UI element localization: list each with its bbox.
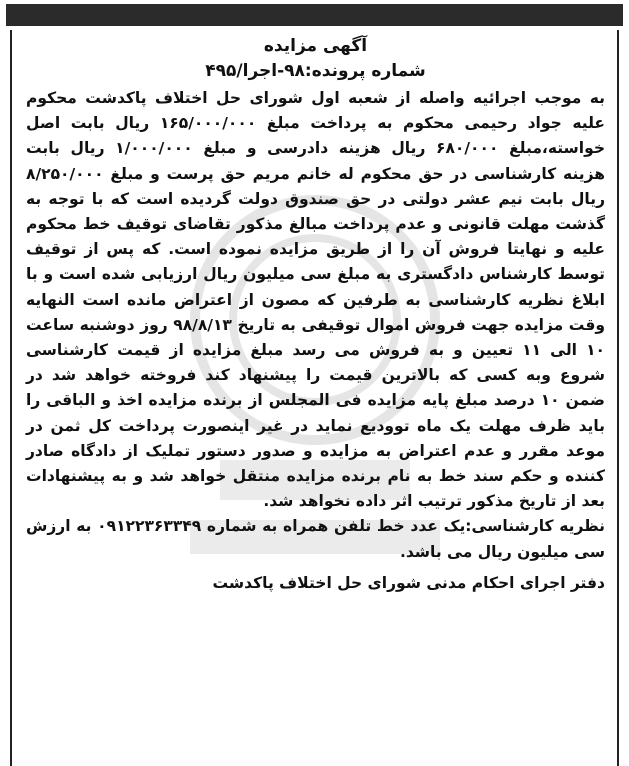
header-bar [6,4,623,26]
case-number: شماره پرونده:۹۸-اجرا/۴۹۵ [205,61,426,81]
notice-title: آگهی مزایده [263,36,368,56]
notice-body: به موجب اجرائیه واصله از شعبه اول شورای حل اختلاف پاکدشت محکوم علیه جواد رحیمی محکوم به پرداخت مبلغ ۱۶۵/۰۰۰/۰۰۰ ریال بابت اصل خواسته،مبلغ ۶۸۰/۰۰۰ ریال هزینه دادرسی و مبلغ ۱/۰۰۰/۰۰۰ ریال بابت هزینه کارشناسی در حق محکوم له خانم مریم حق پرست و مبلغ ۸/۲۵۰/۰۰۰ ریال بابت نیم عشر دولتی در حق صندوق دولت گردیده است که با توجه به گذشت مهلت قانونی و عدم پرداخت مبالغ مذکور تقاضای توقیف خط محکوم علیه و نهایتا فروش آن را از طریق مزایده نموده است. که پس از توقیف توسط کارشناس دادگستری به مبلغ سی میلیون ریال ارزیابی شده است و با ابلاغ نظریه کارشناسی به طرفین که مصون از اعتراض مانده است النهایه وقت مزایده جهت فروش اموال توقیفی به تاریخ ۹۸/۸/۱۳ روز دوشنبه ساعت ۱۰ الی ۱۱ تعیین و به فروش می رسد مبلغ مزایده از قیمت کارشناسی شروع وبه کسی که بالاترین قیمت را پیشنهاد کند فروخته خواهد شد در ضمن ۱۰ درصد مبلغ پایه مزایده فی المجلس از برنده مزایده اخذ و الباقی را باید ظرف مهلت یک ماه توودیع نماید در غیر اینصورت پرداخت کل ثمن در موعد مقرر و عدم اعتراض به مزایده و صدور دستور تملیک از دادگاه صادر کننده و حکم سند خط به نام برنده مزایده منتقل خواهد شد و به پیشنهادات بعد از تاریخ مذکور ترتیب اثر داده نخواهد شد. [26,89,605,511]
expert-opinion: نظریه کارشناسی:یک عدد خط تلفن همراه به شماره ۰۹۱۲۲۳۶۳۳۴۹ به ارزش سی میلیون ریال می باشد. [26,517,606,561]
issuing-office: دفتر اجرای احکام مدنی شورای حل اختلاف پاکدشت [212,573,605,592]
auction-notice [26,34,605,596]
